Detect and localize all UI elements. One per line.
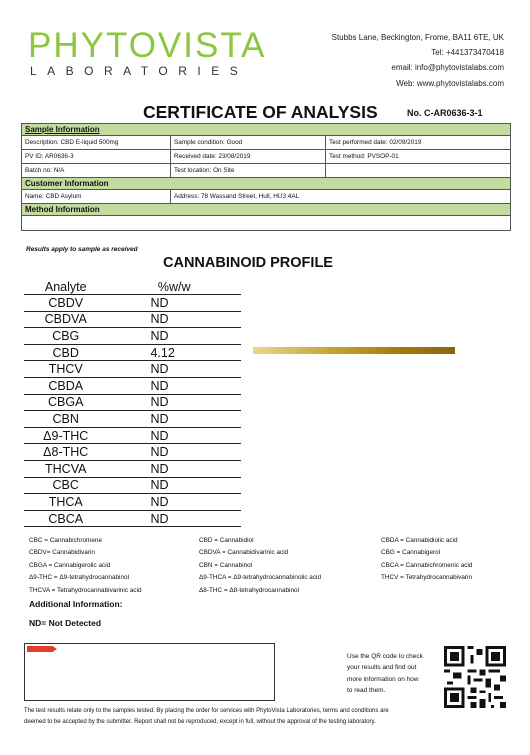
footer-line: deemed to be accepted by the submitter. Report shall not be reproduced, except in full, without the approval of the testing laboratory.: [24, 719, 376, 725]
value-cell: ND: [107, 411, 241, 428]
legend-item: CBDA = Cannabidiolic acid: [381, 537, 458, 544]
table-row: [24, 295, 241, 312]
nd-note: ND= Not Detected: [29, 618, 102, 628]
test-date: Test performed date: 02/09/2019: [326, 136, 511, 150]
logo-subtitle: LABORATORIES: [30, 64, 249, 78]
legend-item: CBCA = Cannabichromenic acid: [381, 561, 473, 569]
legend-item: THCVA = Tetrahydrocannabivarinic acid: [29, 586, 142, 594]
qr-instructions: [347, 651, 423, 697]
web-line: Web: www.phytovistalabs.com: [396, 78, 504, 88]
analyte-cell: THCVA: [24, 460, 107, 477]
analyte-cell: CBCA: [24, 510, 107, 527]
value-cell: ND: [107, 361, 241, 378]
value-cell: ND: [107, 444, 241, 461]
customer-address: Address: 78 Wassand Street, Hull, HU3 4AL: [171, 190, 511, 204]
info-table: [21, 123, 511, 231]
table-row: [24, 394, 241, 411]
customer-name: Name: CBD Asylum: [22, 190, 171, 204]
contact-block: [332, 30, 504, 91]
qr-code-icon[interactable]: [444, 646, 506, 708]
legend-column-1: [29, 535, 142, 597]
value-cell: ND: [107, 311, 241, 328]
email-line: email: info@phytovistalabs.com: [391, 63, 504, 73]
analyte-cell: CBG: [24, 328, 107, 345]
applies-note: Results apply to sample as received: [26, 246, 138, 253]
analyte-cell: THCA: [24, 494, 107, 511]
analyte-cell: CBDVA: [24, 311, 107, 328]
address-line: Stubbs Lane, Beckington, Frome, BA11 6TE, UK: [331, 33, 504, 42]
legend-item: CBDVA = Cannabidivarinic acid: [199, 549, 289, 557]
table-row: [24, 377, 241, 394]
analyte-cell: CBC: [24, 477, 107, 494]
table-row: [24, 510, 241, 527]
qr-text-line: your results and find out: [347, 664, 417, 672]
value-cell: ND: [107, 295, 241, 312]
analyte-cell: THCV: [24, 361, 107, 378]
table-row: [24, 460, 241, 477]
test-method: Test method: PVSOP-01: [326, 150, 511, 164]
table-row: [24, 328, 241, 345]
tel-line: Tel: +441373470418: [431, 48, 504, 58]
value-cell: ND: [107, 477, 241, 494]
table-row: [24, 444, 241, 461]
sample-description: Description: CBD E-liquid 500mg: [22, 136, 171, 150]
table-row: [24, 494, 241, 511]
value-cell: ND: [107, 328, 241, 345]
legend-column-2: [199, 535, 321, 597]
table-row: [24, 311, 241, 328]
empty-cell: [326, 164, 511, 178]
legend-column-3: [381, 535, 472, 585]
customer-info-heading: Customer Information: [22, 178, 511, 190]
certificate-number: No. C-AR0636-3-1: [407, 108, 483, 118]
legend-item: Δ9-THCA = Δ9-tetrahydrocannabinolic acid: [199, 574, 322, 582]
qr-text-line: Use the QR code to check: [347, 653, 423, 660]
table-row: [24, 477, 241, 494]
note-tag-icon: [27, 646, 57, 652]
additional-info-heading: Additional Information:: [29, 599, 123, 609]
legend-item: Δ9-THC = Δ9-tetrahydrocannabinol: [29, 574, 130, 582]
value-cell: ND: [107, 510, 241, 527]
logo-wordmark: PHYTOVISTA: [28, 26, 267, 65]
test-location: Test location: On Site: [171, 164, 326, 178]
qr-text-line: more information on how: [347, 675, 419, 683]
legend-item: CBG = Cannabigerol: [381, 549, 441, 557]
analyte-cell: Δ8-THC: [24, 444, 107, 461]
footer-disclaimer: [24, 706, 510, 728]
value-cell: 4.12: [107, 344, 241, 361]
value-cell: ND: [107, 394, 241, 411]
cannabinoid-table: [24, 279, 241, 527]
table-row: [24, 344, 241, 361]
legend-item: CBDV= Cannabidivarin: [29, 549, 95, 557]
analyte-cell: Δ9-THC: [24, 427, 107, 444]
table-row: [24, 427, 241, 444]
legend-item: Δ8-THC = Δ8-tetrahydrocannabinol: [199, 586, 300, 594]
analyte-cell: CBD: [24, 344, 107, 361]
notes-box: [24, 643, 275, 701]
legend-item: CBN = Cannabinol: [199, 561, 253, 569]
cbd-result-bar: [253, 347, 455, 354]
sample-condition: Sample condition: Good: [171, 136, 326, 150]
table-row: [24, 361, 241, 378]
profile-title: CANNABINOID PROFILE: [163, 255, 333, 271]
column-header-value: %w/w: [107, 279, 241, 295]
legend-item: THCV = Tetrahydrocannabivarin: [381, 574, 472, 582]
analyte-cell: CBGA: [24, 394, 107, 411]
document-title: CERTIFICATE OF ANALYSIS: [143, 102, 378, 122]
value-cell: ND: [107, 377, 241, 394]
value-cell: ND: [107, 460, 241, 477]
legend-item: CBC = Cannabichromene: [29, 537, 102, 544]
qr-text-line: to read them.: [347, 687, 386, 695]
method-info-heading: Method Information: [22, 204, 511, 216]
value-cell: ND: [107, 427, 241, 444]
legend-item: CBGA = Cannabigerolic acid: [29, 561, 111, 569]
sample-info-heading: Sample Information: [22, 124, 511, 136]
legend-item: CBD = Cannabidiol: [199, 537, 254, 544]
table-row: [24, 411, 241, 428]
analyte-cell: CBDV: [24, 295, 107, 312]
analyte-cell: CBN: [24, 411, 107, 428]
analyte-cell: CBDA: [24, 377, 107, 394]
value-cell: ND: [107, 494, 241, 511]
method-info-text: [22, 216, 511, 231]
received-date: Received date: 23/08/2019: [171, 150, 326, 164]
pv-id: PV ID: AR0636-3: [22, 150, 171, 164]
batch-no: Batch no: N/A: [22, 164, 171, 178]
column-header-analyte: Analyte: [24, 279, 107, 295]
footer-line: The test results relate only to the samples tested. By placing the order for services with PhytoVista Laboratories, terms and conditions are: [24, 708, 389, 714]
